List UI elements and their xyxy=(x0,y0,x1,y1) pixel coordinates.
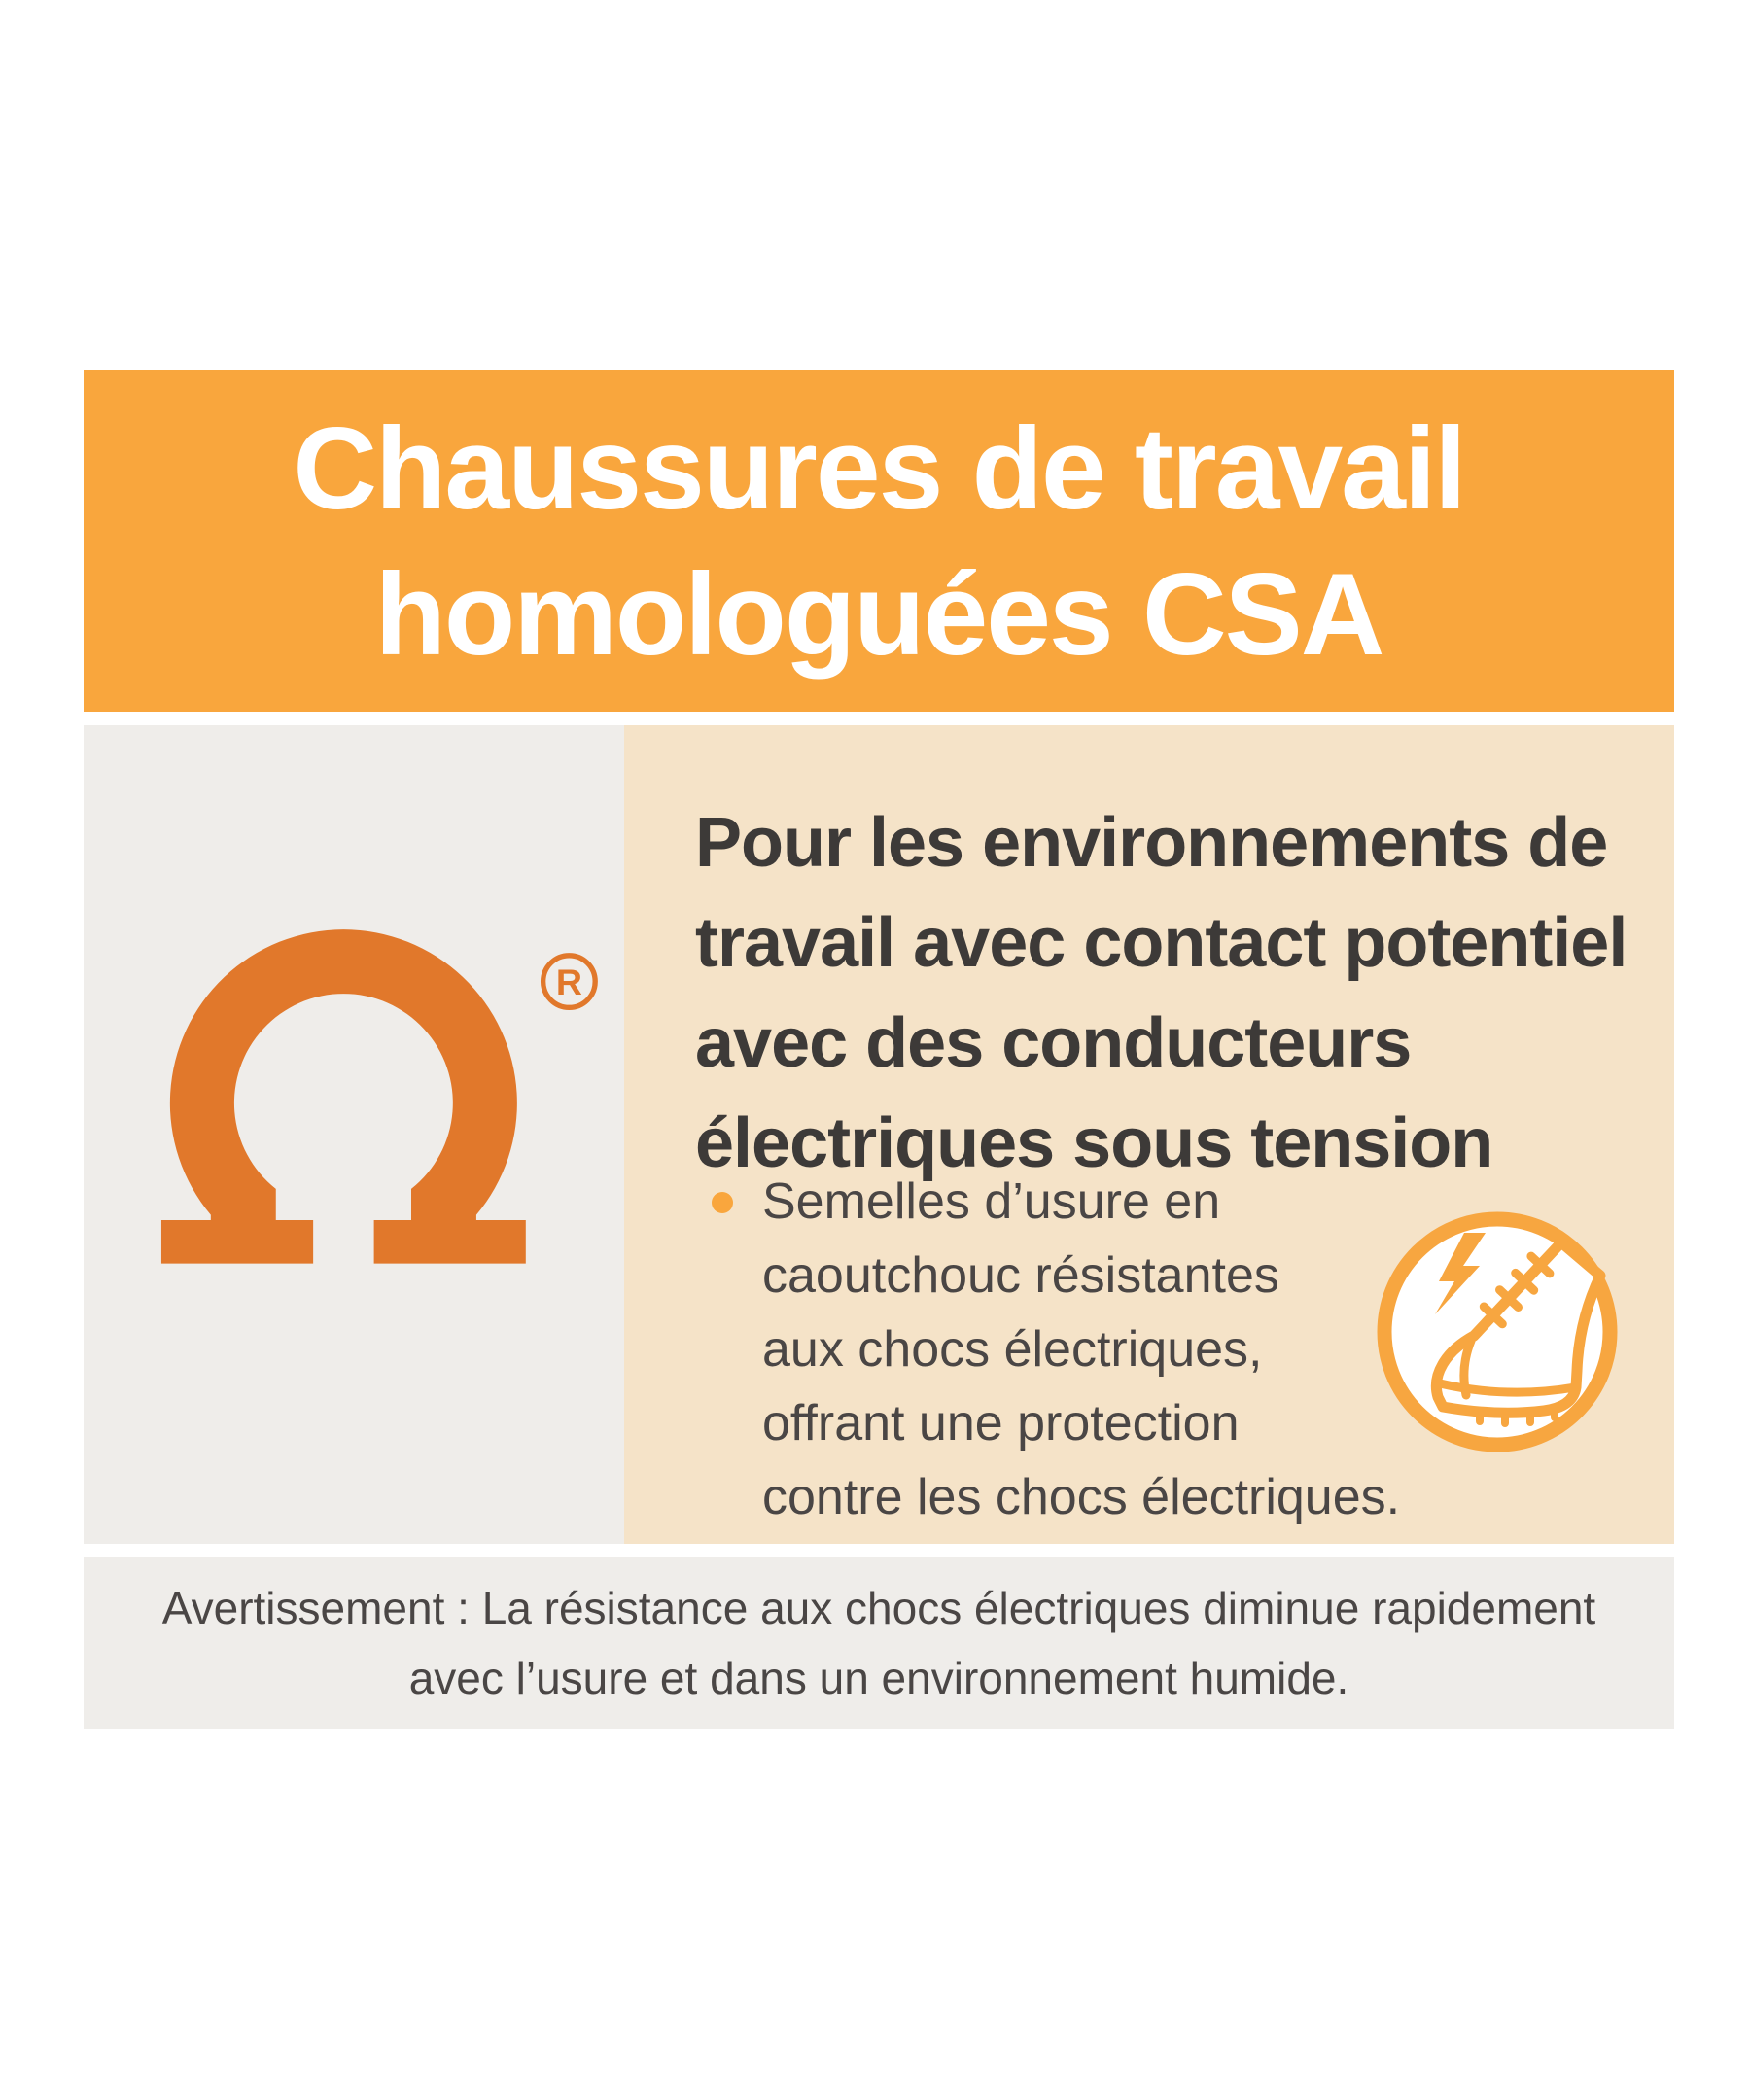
bullet-text-line-2: caoutchouc résistantes xyxy=(762,1247,1279,1304)
warning-text-line-1: Avertissement : La résistance aux chocs électriques diminue rapidement xyxy=(161,1583,1596,1633)
panel-heading xyxy=(695,793,1627,1194)
main-section xyxy=(84,725,1674,1544)
svg-text:R: R xyxy=(555,961,582,1002)
omega-registered-logo xyxy=(144,929,630,1277)
panel-heading-line-3: avec des conducteurs xyxy=(695,1004,1412,1082)
bullet-text xyxy=(762,1165,1400,1534)
warning-text-line-2: avec l’usure et dans un environnement humide. xyxy=(408,1653,1349,1703)
omega-logo-panel xyxy=(84,725,624,1544)
page-title-line-1: Chaussures de travail xyxy=(293,402,1465,534)
description-panel xyxy=(624,725,1674,1544)
bullet-text-line-4: offrant une protection xyxy=(762,1395,1240,1452)
omega-icon xyxy=(161,929,526,1263)
panel-heading-line-4: électriques sous tension xyxy=(695,1104,1493,1182)
bullet-text-line-1: Semelles d’usure en xyxy=(762,1173,1221,1230)
header-banner xyxy=(84,370,1674,712)
bullet-text-line-5: contre les chocs électriques. xyxy=(762,1469,1401,1525)
bullet-item xyxy=(712,1165,1400,1534)
warning-bar xyxy=(84,1558,1674,1729)
registered-trademark-icon xyxy=(543,956,596,1008)
panel-heading-line-1: Pour les environnements de xyxy=(695,804,1608,882)
electric-shock-resistant-boot-icon xyxy=(1371,1206,1624,1458)
panel-heading-line-2: travail avec contact potentiel xyxy=(695,904,1628,982)
bullet-text-line-3: aux chocs électriques, xyxy=(762,1321,1263,1378)
bullet-marker xyxy=(712,1192,733,1213)
page-title-line-2: homologuées CSA xyxy=(374,548,1383,680)
